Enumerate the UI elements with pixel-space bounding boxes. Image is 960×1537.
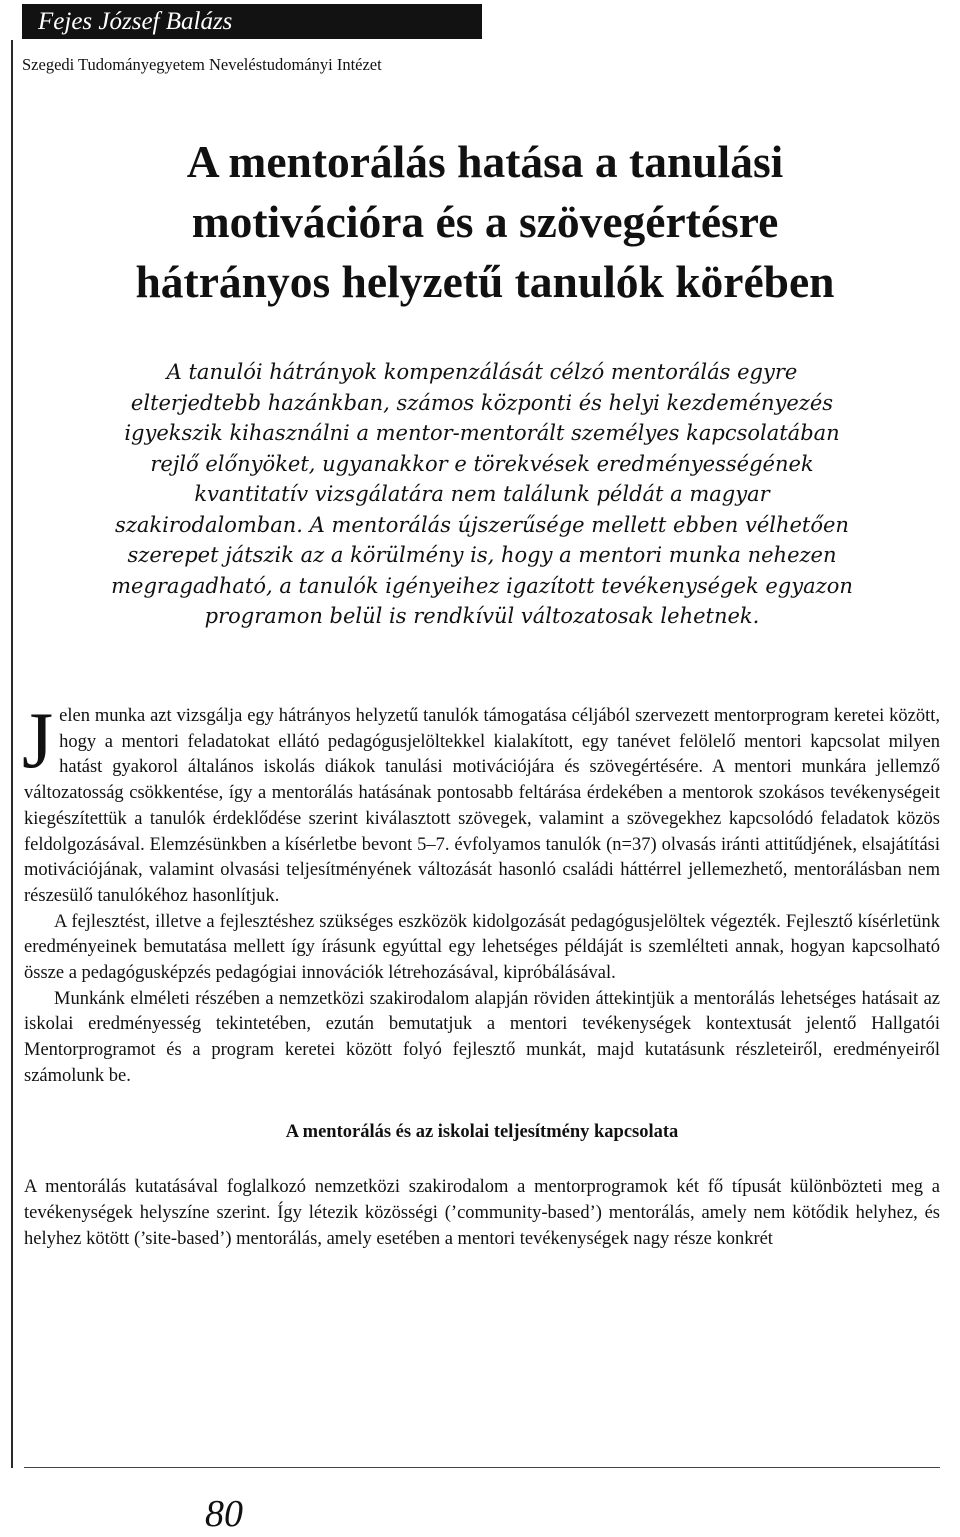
abstract-line: programon belül is rendkívül változatosak lehetnek.	[204, 604, 760, 628]
title-line: motivációra és a szövegértésre	[191, 196, 779, 247]
drop-cap: J	[22, 697, 54, 785]
body-paragraph: Munkánk elméleti részében a nemzetközi szakirodalom alapján röviden áttekintjük a mentorálás lehetséges hatásait az iskolai eredményesség tekintetében, ezután bemutatjuk a mentori tevékenységek kontextusát jelentő Hallgatói Mentorprogramot és a program keretei között folyó fejlesztő munkát, majd kutatásunk részleteiről, eredményeiről számolunk be.	[24, 988, 940, 1086]
body-paragraph-intro	[22, 697, 940, 910]
abstract-line: igyekszik kihasználni a mentor-mentorált személyes kapcsolatában	[124, 421, 840, 445]
abstract-line: A tanulói hátrányok kompenzálását célzó mentorálás egyre	[166, 360, 798, 384]
abstract-line: szakirodalomban. A mentorálás újszerűsége mellett ebben vélhetően	[115, 512, 849, 537]
page-number: 80	[205, 1493, 243, 1535]
footer-rule	[24, 1467, 940, 1468]
author-affiliation: Szegedi Tudományegyetem Neveléstudományi Intézet	[22, 55, 382, 74]
article-body	[22, 697, 940, 1252]
abstract-line: kvantitatív vizsgálatára nem találunk példát a magyar	[194, 482, 770, 506]
left-margin-rule	[11, 40, 13, 1468]
abstract-line: rejlő előnyöket, ugyanakkor e törekvések eredményességének	[150, 451, 814, 476]
abstract	[22, 357, 942, 632]
section-heading: A mentorálás és az iskolai teljesítmény kapcsolata	[285, 1121, 679, 1142]
body-paragraph: A fejlesztést, illetve a fejlesztéshez szükséges eszközök kidolgozását pedagógusjelöltek végezték. Fejlesztő kísérletünk eredményeinek bemutatása mellett így írásunk egyúttal egy lehetséges példáját is szemlélteti annak, hogyan kapcsolható össze a pedagógusképzés pedagógiai innovációk létrehozásával, kipróbálásával.	[24, 911, 940, 984]
abstract-line: megragadható, a tanulók igényeihez igazított tevékenységek egyazon	[111, 573, 853, 598]
abstract-line: szerepet játszik az a körülmény is, hogy a mentori munka nehezen	[127, 543, 837, 567]
abstract-line: elterjedtebb hazánkban, számos központi és helyi kezdeményezés	[130, 390, 834, 415]
article-title	[40, 132, 930, 312]
body-paragraph: A mentorálás kutatásával foglalkozó nemzetközi szakirodalom a mentorprogramok két fő típusát különbözteti meg a tevékenységek helyszíne szerint. Így létezik közösségi (’community-based’) mentorálás, amely nem kötődik helyhez, és helyhez kötött (’site-based’) mentorálás, amely esetében a mentori tevékenységek nagy része konkrét	[24, 1177, 940, 1249]
title-line: A mentorálás hatása a tanulási	[186, 136, 784, 187]
paragraph-text: elen munka azt vizsgálja egy hátrányos helyzetű tanulók támogatása céljából szervezett mentorprogram keretei között, hogy a mentori feladatokat ellátó pedagógusjelöltekkel kialakított, egy tanévet felölelő mentori kapcsolat milyen hatást gyakorol általános iskolás diákok tanulási motivációjára és szövegértésére. A mentori munkára jellemző változatosság csökkentése, így a mentorálás hatásának pontosabb feltárása érdekében a mentorok szokásos tevékenységeit kiegészítettük a tanulók érdeklődése szerint kiválasztott szövegek, valamint a szövegekhez kapcsolódó feladatok közös feldolgozásával. Elemzésünkben a kísérletbe bevont 5–7. évfolyamos tanulók (n=37) olvasás iránti attitűdjének, elsajátítási motivációjának, valamint olvasási teljesítményének változását hasonló családi háttérrel jellemezhető, mentorálásban nem részesülő tanulókéhoz hasonlítjuk.	[24, 706, 940, 906]
title-line: hátrányos helyzetű tanulók körében	[135, 256, 835, 307]
author-name: Fejes József Balázs	[22, 4, 482, 39]
